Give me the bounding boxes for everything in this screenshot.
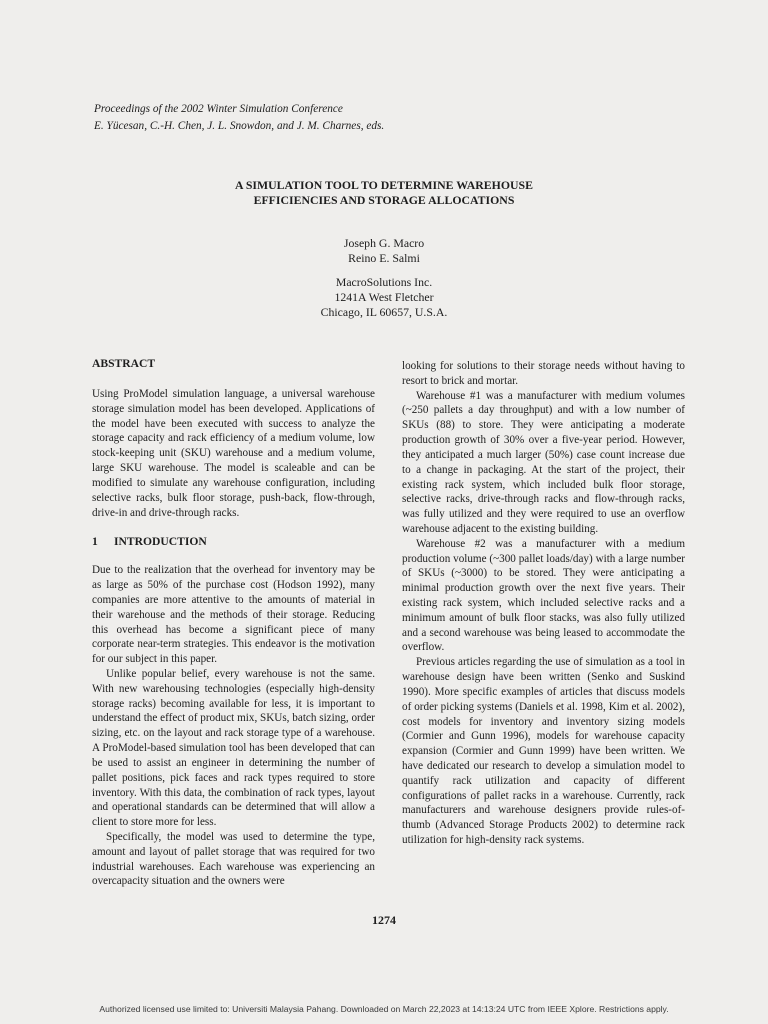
left-column	[92, 356, 375, 889]
section-title: INTRODUCTION	[114, 535, 207, 549]
proceedings-header	[94, 101, 384, 135]
affiliation-org: MacroSolutions Inc.	[335, 275, 433, 289]
author-list	[0, 236, 768, 266]
section-heading-introduction	[92, 534, 375, 549]
page-number: 1274	[372, 913, 396, 927]
author-name: Joseph G. Macro	[343, 236, 425, 250]
paper-title	[0, 178, 768, 207]
intro-paragraph: Warehouse #2 was a manufacturer with a medium production volume (~300 pallet loads/day) with a large number of SKUs (~3000) to be stored. They were anticipating a minimal production growth over the next five years. Their existing rack system, which included selective racks and a minimum amount of bulk floor stacks, was also fully utilized and a second warehouse was being leased to accommodate the overflow.	[402, 537, 685, 654]
paper-title-line2: EFFICIENCIES AND STORAGE ALLOCATIONS	[253, 192, 515, 207]
intro-paragraph: Warehouse #1 was a manufacturer with medium volumes (~250 pallets a day throughput) and with a low number of SKUs (88) to store. They were anticipating a moderate production growth of 30% over a five-year period. However, they anticipated a much larger (50%) case count increase due to a change in packaging. At the start of the project, their existing rack system, which included bulk floor storage, selective racks, drive-through racks and flow-through racks, was fully utilized and they were required to use an overflow warehouse adjacent to the existing building.	[402, 389, 685, 535]
right-column	[402, 359, 685, 848]
affiliation-city: Chicago, IL 60657, U.S.A.	[320, 305, 448, 319]
affiliation	[0, 275, 768, 320]
license-footer: Authorized licensed use limited to: Universiti Malaysia Pahang. Downloaded on March 22,2023 at 14:13:24 UTC from IEEE Xplore. Restrictions apply.	[99, 1004, 669, 1014]
author-name: Reino E. Salmi	[348, 251, 420, 265]
abstract-heading: ABSTRACT	[92, 357, 156, 370]
section-number: 1	[92, 535, 98, 549]
intro-paragraph: Specifically, the model was used to determine the type, amount and layout of pallet storage that was required for two industrial warehouses. Each warehouse was experiencing an overcapacity situation and the owners were	[92, 830, 375, 888]
affiliation-street: 1241A West Fletcher	[334, 290, 434, 304]
proceedings-editors: E. Yücesan, C.-H. Chen, J. L. Snowdon, and J. M. Charnes, eds.	[94, 120, 385, 132]
proceedings-title: Proceedings of the 2002 Winter Simulation Conference	[94, 103, 343, 115]
intro-paragraph: Unlike popular belief, every warehouse is not the same. With new warehousing technologies (especially high-density storage racks) becoming available for less, it is important to understand the effect of product mix, SKUs, batch sizing, order sizing, etc. on the layout and rack storage type of a warehouse. A ProModel-based simulation tool has been developed that can be used to assist an engineer in determining the number of pallet positions, pick faces and rack types required to store inventory. With this data, the combination of rack types, layout and operational standards can be determined that will allow a client to store more for less.	[92, 668, 375, 829]
abstract-text: Using ProModel simulation language, a universal warehouse storage simulation model has been developed. Applications of the model have been executed with success to analyze the storage capacity and rack efficiency of a medium volume, low stock-keeping unit (SKU) warehouse and a medium volume, large SKU warehouse. The model is scaleable and can be modified to simulate any warehouse configuration, including selective racks, bulk floor storage, push-back, flow-through, drive-in and drive-through racks.	[92, 388, 375, 519]
intro-paragraph-continued: looking for solutions to their storage needs without having to resort to brick and mortar.	[402, 360, 685, 387]
intro-paragraph: Previous articles regarding the use of simulation as a tool in warehouse design have been written (Senko and Suskind 1990). More specific examples of articles that discuss models of order picking systems (Daniels et al. 1998, Kim et al. 2002), cost models for inventory and inventory sizing models (Cormier and Gunn 1996), models for warehouse capacity expansion (Cormier and Gunn 1999) have been written. We have dedicated our research to develop a simulation model to quantify rack utilization and capacity of different configurations of pallet racks in a warehouse. Currently, rack manufacturers and warehouse designers provide rules-of-thumb (Advanced Storage Products 2002) to determine rack utilization for high-density rack systems.	[402, 656, 685, 846]
paper-title-line1: A SIMULATION TOOL TO DETERMINE WAREHOUSE	[235, 178, 533, 192]
intro-paragraph: Due to the realization that the overhead for inventory may be as large as 50% of the purchase cost (Hodson 1992), many companies are more attentive to the amounts of material in their warehouse and the methods of their storage. Reducing this overhead has become a significant piece of many corporate near-term strategies. This endeavor is the motivation for our subject in this paper.	[92, 564, 375, 666]
